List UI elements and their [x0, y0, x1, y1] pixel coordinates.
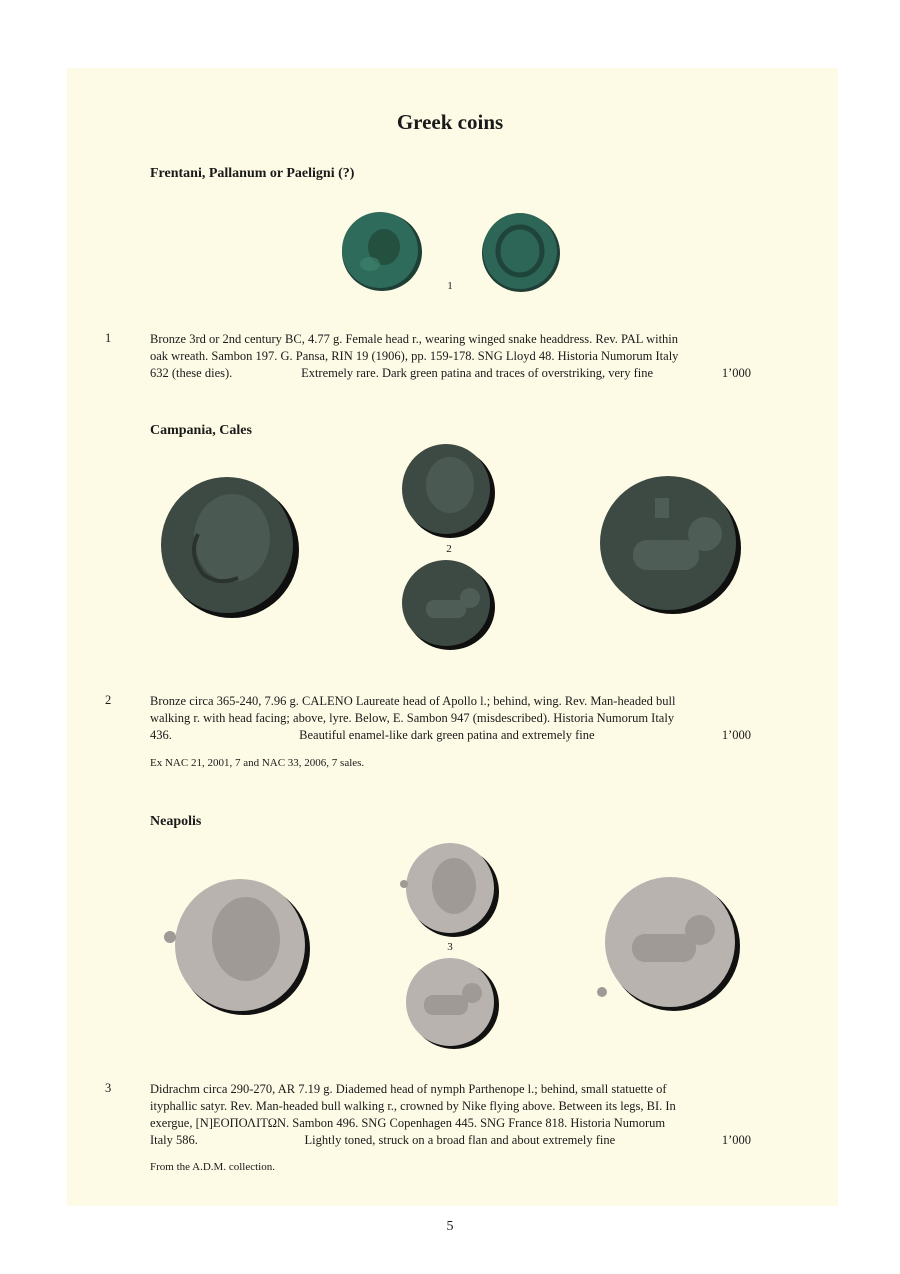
lot-3-number: 3: [105, 1081, 112, 1095]
description-line: exergue, [N]ΕΟΠΟΛΙΤΩΝ. Sambon 496. SNG Copenhagen 445. SNG France 818. Historia Numorum: [150, 1116, 666, 1130]
lot-2-heading: Campania, Cales: [150, 423, 252, 438]
description-line: walking r. with head facing; above, lyre. Below, E. Sambon 947 (misdescribed). Historia Numorum Italy: [150, 711, 675, 725]
lot-1-heading: Frentani, Pallanum or Paeligni (?): [150, 166, 355, 181]
lot-2-obverse-enlargement-image: [158, 474, 300, 620]
lot-3-reverse-enlargement-image: [596, 874, 744, 1014]
description-line: Bronze 3rd or 2nd century BC, 4.77 g. Female head r., wearing winged snake headdress. Rev. PAL within: [150, 332, 679, 346]
lot-3-description: [150, 1081, 751, 1149]
description-last-line: [150, 727, 751, 744]
lot-2-reverse-enlargement-image: [597, 474, 743, 616]
lot-2-reference: 436.: [150, 728, 172, 742]
lot-3-obverse-enlargement-image: [162, 877, 314, 1019]
lot-1-reference: 632 (these dies).: [150, 366, 233, 380]
description-line: oak wreath. Sambon 197. G. Pansa, RIN 19 (1906), pp. 159-178. SNG Lloyd 48. Historia Numorum Italy: [150, 349, 679, 363]
lot-1-obverse-image: [340, 209, 424, 293]
lot-2-description: [150, 693, 751, 744]
lot-1-reverse-image: [480, 210, 562, 294]
lot-1-grade: Extremely rare. Dark green patina and traces of overstriking, very fine: [301, 366, 654, 380]
description-line: ityphallic satyr. Rev. Man-headed bull walking r., crowned by Nike flying above. Between its legs, BI. In: [150, 1099, 676, 1113]
description-line: Didrachm circa 290-270, AR 7.19 g. Diademed head of nymph Parthenope l.; behind, small statuette of: [150, 1082, 667, 1096]
lot-3-grade: Lightly toned, struck on a broad flan and about extremely fine: [304, 1133, 616, 1147]
lot-1-description: [150, 331, 751, 382]
lot-2-reverse-image: [400, 558, 496, 652]
lot-2-image-caption: 2: [446, 543, 452, 555]
lot-3-heading: Neapolis: [150, 814, 202, 829]
page-title: Greek coins: [396, 110, 504, 134]
lot-3-image-caption: 3: [447, 941, 453, 953]
description-last-line: [150, 365, 751, 382]
lot-1-image-caption: 1: [447, 280, 453, 292]
lot-2-grade: Beautiful enamel-like dark green patina and extremely fine: [299, 728, 595, 742]
lot-3-reference: Italy 586.: [150, 1133, 198, 1147]
lot-2-estimate: 1’000: [721, 728, 751, 742]
page-number: 5: [446, 1219, 454, 1234]
lot-3-obverse-image: [398, 842, 502, 940]
lot-2-provenance: Ex NAC 21, 2001, 7 and NAC 33, 2006, 7 sales.: [150, 757, 365, 769]
description-line: Bronze circa 365-240, 7.96 g. CALENO Laureate head of Apollo l.; behind, wing. Rev. Man-headed bull: [150, 694, 676, 708]
lot-2-obverse-image: [400, 443, 496, 539]
lot-1-number: 1: [105, 331, 112, 345]
lot-2-number: 2: [105, 693, 112, 707]
lot-3-estimate: 1’000: [721, 1133, 751, 1147]
lot-3-reverse-image: [402, 957, 502, 1051]
lot-1-estimate: 1’000: [721, 366, 751, 380]
description-last-line: [150, 1132, 751, 1149]
lot-3-provenance: From the A.D.M. collection.: [150, 1161, 275, 1173]
